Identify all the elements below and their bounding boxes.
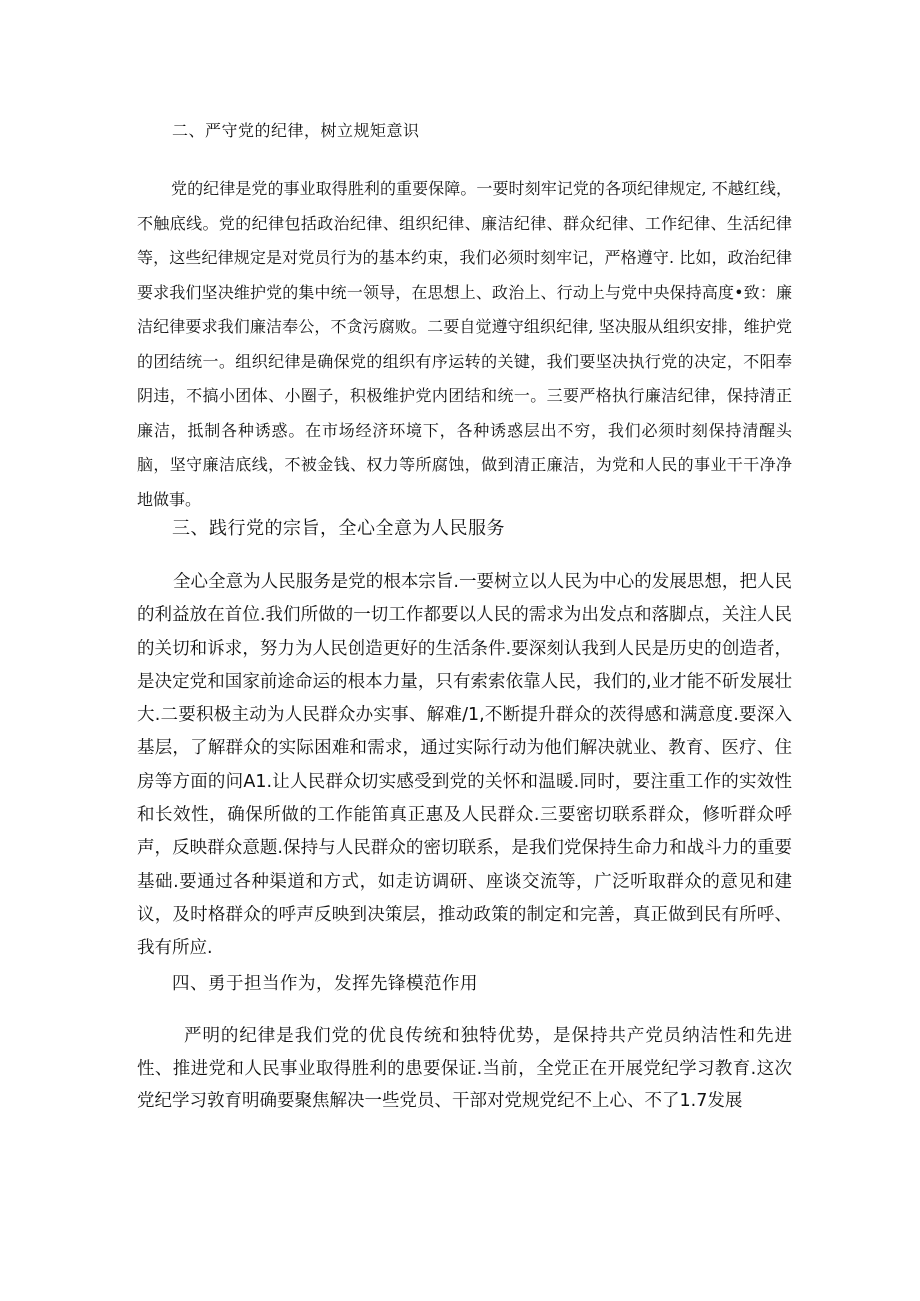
section-heading-3: 三、践行党的宗旨，全心全意为人民服务 (172, 518, 505, 539)
section-paragraph-2: 党的纪律是党的事业取得胜利的重要保障。一要时刻牢记党的各项纪律规定, 不越红线，不触底线。党的纪律包括政治纪律、组织纪律、廉洁纪律、群众纪律、工作纪律、生活纪律等，这些纪律规定是对党员行为的基本约束，我们必须时刻牢记，严格遵守. 比如，政治纪律要求我们坚决维护党的集中统一领导，在思想上、政治上、行动上与党中央保持高度•致：廉洁纪律要求我们廉洁奉公，不贪污腐败。二要自觉遵守组织纪律, 坚决服从组织安排，维护党的团结统一。组织纪律是确保党的组织有序运转的关键，我们要坚决执行党的决定，不阳奉阴违，不搞小团体、小圈子，积极维护党内团结和统一。三要严格执行廉洁纪律，保持清正廉洁，抵制各种诱惑。在市场经济环境下，各种诱惑层出不穷，我们必须时刻保持清醒头脑，坚守廉洁底线，不被金钱、权力等所腐蚀，做到清正廉洁，为党和人民的事业干干净净地做事。 (137, 179, 792, 509)
section-paragraph-4: 严明的纪律是我们党的优良传统和独特优势，是保持共产党员纳洁性和先进性、推进党和人民事业取得胜利的患要保证.当前，全党正在开展党纪学习教育.这次党纪学习敦育明确要聚焦解决一些党员、干部对党规党纪不上心、不了1.7发展 (137, 1026, 792, 1111)
section-paragraph-3: 全心全意为人民服务是党的根本宗旨.一要树立以人民为中心的发展思想，把人民的利益放在首位.我们所做的一切工作都要以人民的需求为出发点和落脚点，关注人民的关切和诉求，努力为人民创造更好的生活条件.要深刻认我到人民是历史的创造者，是决定党和国家前途命运的根本力量，只有索索依靠人民，我们的,业才能不斫发展壮大.二要积极主动为人民群众办实事、解难/1,不断提升群众的茨得感和满意度.要深入基层，了解群众的实际困难和需求，通过实际行动为他们解决就业、教育、医疗、住房等方面的问A1.让人民群众切实感受到党的关怀和温暖.同时，要注重工作的实效性和长效性，确保所做的工作能笛真正惠及人民群众.三要密切联系群众，修听群众呼声，反映群众意题.保持与人民群众的密切联系，是我们党保持生命力和战斗力的重要基础.要通过各种渠道和方式，如走访调研、座谈交流等，广泛听取群众的意见和建议，及时格群众的呼声反映到决策层，推动政策的制定和完善，真正做到民有所呼、我有所应. (137, 572, 792, 959)
section-heading-2: 二、严守党的纪律，树立规矩意识 (172, 121, 420, 140)
section-heading-4: 四、勇于担当作为，发挥先锋模范作用 (172, 974, 478, 994)
